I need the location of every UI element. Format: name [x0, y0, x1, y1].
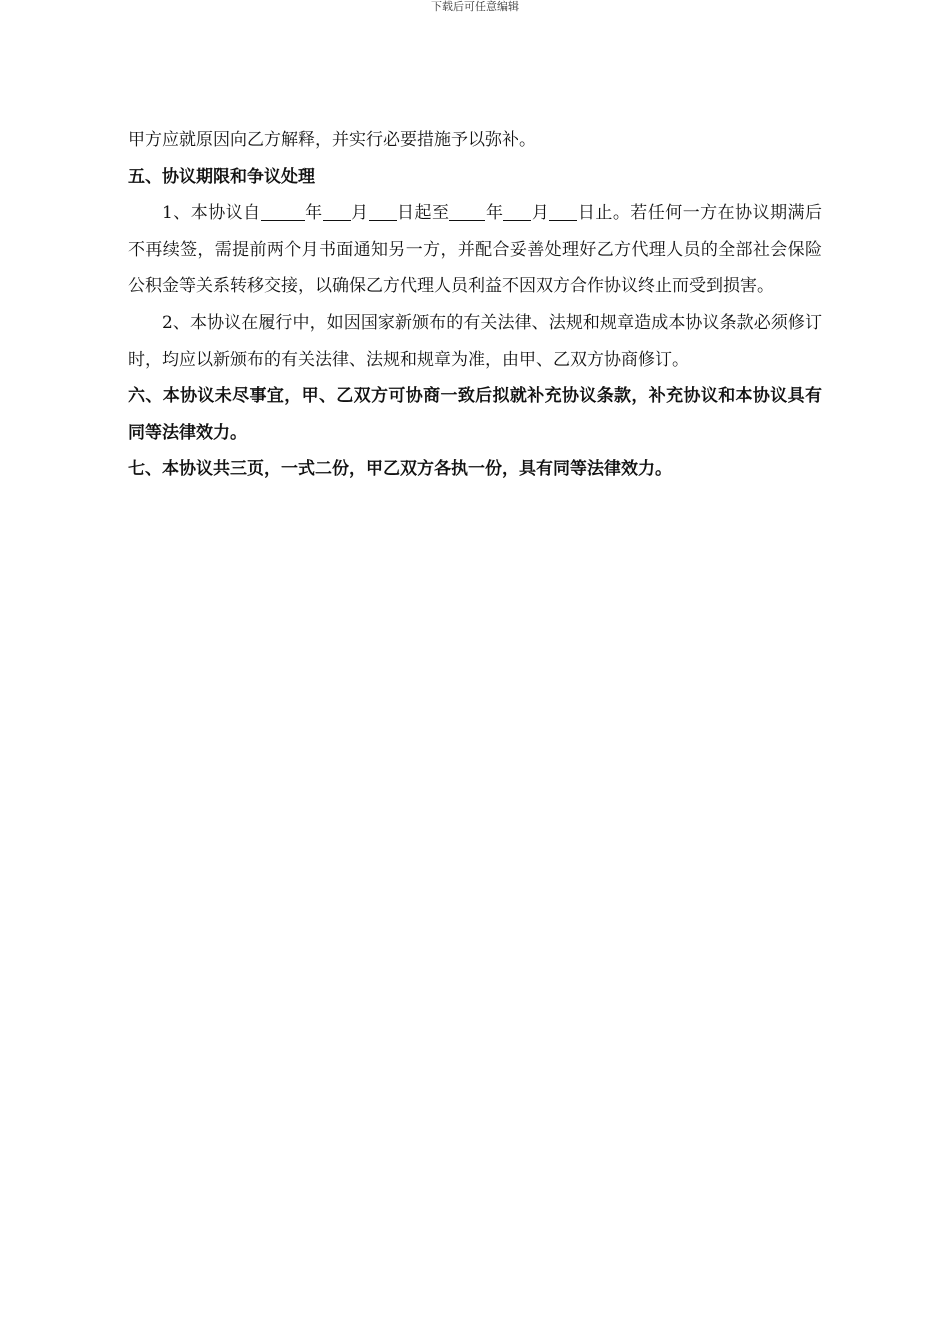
section-5-heading: 五、协议期限和争议处理: [128, 166, 315, 187]
blank-end-day[interactable]: [549, 202, 577, 221]
blank-start-year[interactable]: [261, 202, 305, 221]
paragraph-remedy: 甲方应就原因向乙方解释，并实行必要措施予以弥补。: [128, 130, 536, 150]
label-day-to: 日起至: [396, 203, 450, 224]
blank-end-month[interactable]: [503, 202, 531, 221]
section-6: 六、本协议未尽事宜，甲、乙双方可协商一致后拟就补充协议条款，补充协议和本协议具有同等法律效力。: [128, 386, 822, 443]
page-header: 下载后可任意编辑: [431, 0, 519, 13]
blank-end-year[interactable]: [449, 202, 485, 221]
clause-5-1: [128, 195, 822, 305]
label-month-2: 月: [531, 203, 550, 224]
clause-5-1-prefix: 1、本协议自: [162, 203, 261, 224]
clause-5-1-rest: 日止。若任何一方在协议期满后不再续签，需提前两个月书面通知另一方，并配合妥善处理好乙方代理人员的全部社会保险公积金等关系转移交接，以确保乙方代理人员利益不因双方合作协议终止而受到损害。: [128, 203, 823, 297]
clause-5-2: 2、本协议在履行中，如因国家新颁布的有关法律、法规和规章造成本协议条款必须修订时，均应以新颁布的有关法律、法规和规章为准，由甲、乙双方协商修订。: [128, 312, 822, 370]
section-7: 七、本协议共三页，一式二份，甲乙双方各执一份，具有同等法律效力。: [128, 459, 672, 480]
label-year-1: 年: [304, 203, 323, 224]
label-month-1: 月: [350, 203, 369, 224]
label-year-2: 年: [485, 203, 504, 224]
blank-start-day[interactable]: [369, 202, 397, 221]
document-body: [128, 122, 822, 488]
blank-start-month[interactable]: [323, 202, 351, 221]
